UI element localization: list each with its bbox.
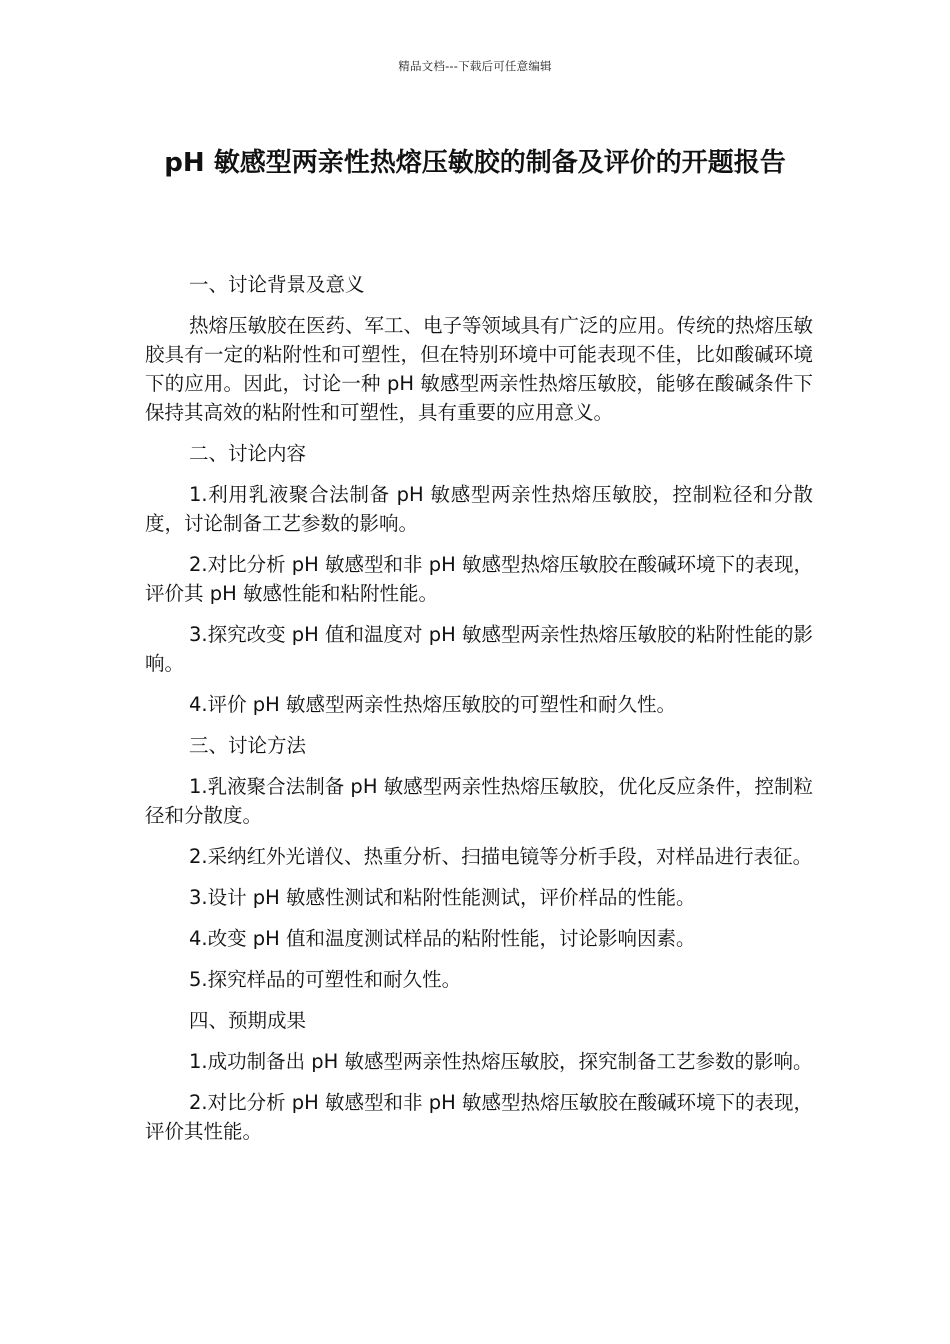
section-expected-results (145, 1006, 813, 1146)
list-item: 2.对比分析 pH 敏感型和非 pH 敏感型热熔压敏胶在酸碱环境下的表现，评价其 pH 敏感性能和粘附性能。 (145, 553, 813, 605)
body-paragraph: 热熔压敏胶在医药、军工、电子等领域具有广泛的应用。传统的热熔压敏胶具有一定的粘附性和可塑性，但在特别环境中可能表现不佳，比如酸碱环境下的应用。因此，讨论一种 pH 敏感型两亲性热熔压敏胶，能够在酸碱条件下保持其高效的粘附性和可塑性，具有重要的应用意义。 (145, 314, 814, 424)
section-background (145, 270, 813, 427)
page-header-note: 精品文档---下载后可任意编辑 (398, 59, 552, 73)
list-item: 5.探究样品的可塑性和耐久性。 (189, 968, 462, 991)
list-item: 2.采纳红外光谱仪、热重分析、扫描电镜等分析手段，对样品进行表征。 (189, 845, 813, 868)
section-content (145, 439, 813, 719)
list-item: 1.利用乳液聚合法制备 pH 敏感型两亲性热熔压敏胶，控制粒径和分散度，讨论制备工艺参数的影响。 (145, 483, 813, 535)
list-item: 3.设计 pH 敏感性测试和粘附性能测试，评价样品的性能。 (189, 886, 696, 909)
section-heading: 四、预期成果 (189, 1009, 307, 1032)
list-item: 4.改变 pH 值和温度测试样品的粘附性能，讨论影响因素。 (189, 927, 696, 950)
list-item: 1.成功制备出 pH 敏感型两亲性热熔压敏胶，探究制备工艺参数的影响。 (189, 1050, 813, 1073)
list-item: 4.评价 pH 敏感型两亲性热熔压敏胶的可塑性和耐久性。 (189, 693, 677, 716)
section-methods (145, 731, 813, 994)
list-item: 1.乳液聚合法制备 pH 敏感型两亲性热熔压敏胶，优化反应条件，控制粒径和分散度。 (145, 775, 813, 827)
section-heading: 一、讨论背景及意义 (189, 273, 365, 296)
section-heading: 三、讨论方法 (189, 734, 307, 757)
section-heading: 二、讨论内容 (189, 442, 307, 465)
document-body (145, 270, 813, 1158)
document-title: pH 敏感型两亲性热熔压敏胶的制备及评价的开题报告 (164, 148, 786, 178)
list-item: 2.对比分析 pH 敏感型和非 pH 敏感型热熔压敏胶在酸碱环境下的表现，评价其性能。 (145, 1091, 813, 1143)
list-item: 3.探究改变 pH 值和温度对 pH 敏感型两亲性热熔压敏胶的粘附性能的影响。 (145, 623, 813, 675)
